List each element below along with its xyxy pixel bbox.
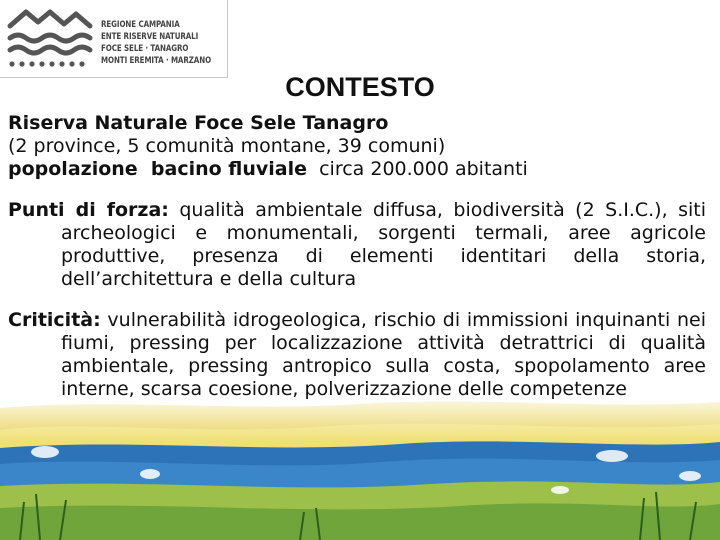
weaknesses-text: vulnerabilità idrogeologica, rischio di immissioni inquinanti nei fiumi, pressing per localizzazione attività detrattrici di qualità ambientale, pressing antropico sulla costa, spopolamento aree interne, scarsa coesione, polverizzazione delle competenze [61, 309, 706, 400]
landscape-decoration [0, 390, 720, 540]
logo-text [101, 19, 225, 67]
weaknesses-label: Criticità: [8, 309, 101, 331]
logo-line: MONTI EREMITA · MARZANO [101, 55, 212, 66]
strengths-paragraph [8, 199, 706, 291]
strengths-text: qualità ambientale diffusa, biodiversità (2 S.I.C.), siti archeologici e monumentali, sorgenti termali, aree agricole produttive, presenza di elementi identitari della storia, dell’architettura e della cultura [61, 199, 706, 290]
logo [0, 0, 228, 78]
content-body [8, 112, 706, 401]
weaknesses-paragraph [8, 309, 706, 401]
strengths-label: Punti di forza: [8, 199, 169, 221]
logo-line: ENTE RISERVE NATURALI [101, 31, 199, 42]
logo-line: REGIONE CAMPANIA [101, 19, 180, 30]
reserve-heading: Riserva Naturale Foce Sele Tanagro [8, 112, 389, 134]
province-info: (2 province, 5 comunità montane, 39 comuni) [8, 135, 446, 157]
population-info [8, 158, 706, 181]
mountains-waves-logo-icon [4, 6, 94, 72]
page-title: CONTESTO [285, 72, 435, 102]
population-value: circa 200.000 abitanti [307, 158, 528, 180]
logo-line: FOCE SELE · TANAGRO [101, 43, 189, 54]
population-label: popolazione bacino fluviale [8, 158, 308, 180]
